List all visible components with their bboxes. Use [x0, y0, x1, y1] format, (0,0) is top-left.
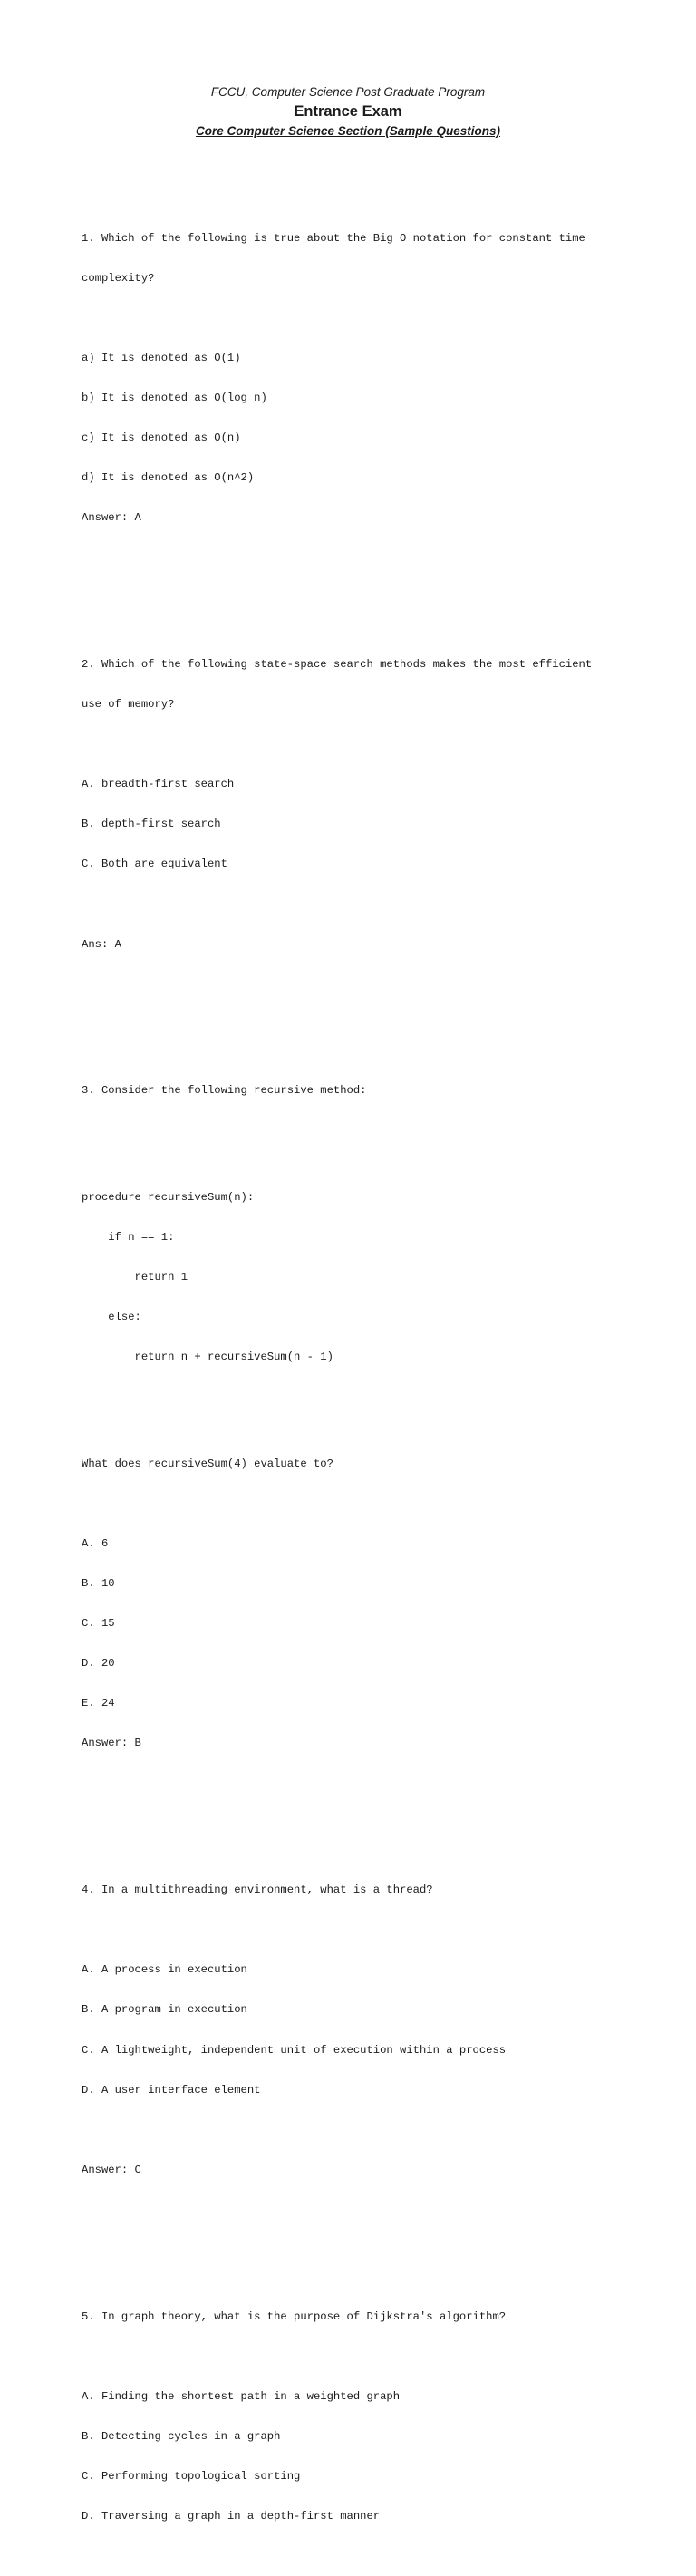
- question-4: [82, 1857, 643, 2203]
- answer-option: A. Finding the shortest path in a weighted graph: [82, 2389, 401, 2403]
- question-list: [82, 165, 643, 2576]
- question-stem: 2. Which of the following state-space search methods makes the most efficient: [82, 657, 593, 671]
- code-line: procedure recursiveSum(n):: [82, 1190, 255, 1204]
- section-title: Core Computer Science Section (Sample Questions): [195, 124, 501, 138]
- answer-option: C. Both are equivalent: [82, 857, 227, 871]
- answer-option: d) It is denoted as O(n^2): [82, 471, 255, 485]
- question-stem: 5. In graph theory, what is the purpose of Dijkstra's algorithm?: [82, 2310, 507, 2323]
- answer-option: B. 10: [82, 1577, 115, 1591]
- answer-option: a) It is denoted as O(1): [82, 351, 241, 364]
- code-line: return 1: [82, 1271, 188, 1284]
- answer-option: D. 20: [82, 1657, 115, 1671]
- question-stem: 3. Consider the following recursive method:: [82, 1084, 367, 1098]
- page-title: Entrance Exam: [294, 103, 402, 120]
- answer-option: B. depth-first search: [82, 818, 221, 831]
- answer-option: A. 6: [82, 1536, 109, 1550]
- code-line: else:: [82, 1311, 141, 1324]
- program-name: FCCU, Computer Science Post Graduate Program: [210, 85, 486, 99]
- question-prompt: What does recursiveSum(4) evaluate to?: [82, 1457, 334, 1470]
- question-1: [82, 205, 643, 551]
- question-stem: 1. Which of the following is true about the Big O notation for constant time: [82, 231, 585, 245]
- question-stem: use of memory?: [82, 697, 175, 711]
- code-block: [82, 1164, 643, 1390]
- answer-option: b) It is denoted as O(log n): [82, 391, 267, 404]
- answer-option: B. A program in execution: [82, 2003, 247, 2017]
- answer-option: A. A process in execution: [82, 1963, 247, 1977]
- answer-option: C. 15: [82, 1617, 115, 1631]
- answer-option: A. breadth-first search: [82, 778, 235, 791]
- question-stem: 4. In a multithreading environment, what is a thread?: [82, 1884, 433, 1897]
- answer-option: C. Performing topological sorting: [82, 2469, 301, 2483]
- question-3: [82, 1058, 643, 1777]
- answer-key: Answer: C: [82, 2163, 141, 2176]
- answer-key: Answer: B: [82, 1737, 141, 1750]
- answer-key: Answer: A: [82, 511, 141, 525]
- code-line: if n == 1:: [82, 1230, 175, 1244]
- question-5: [82, 2283, 643, 2550]
- question-stem: complexity?: [82, 271, 155, 285]
- answer-option: C. A lightweight, independent unit of execution within a process: [82, 2043, 507, 2057]
- answer-option: E. 24: [82, 1697, 115, 1710]
- answer-option: c) It is denoted as O(n): [82, 431, 241, 444]
- answer-option: B. Detecting cycles in a graph: [82, 2429, 281, 2443]
- code-line: return n + recursiveSum(n - 1): [82, 1351, 334, 1364]
- answer-key: Ans: A: [82, 937, 121, 951]
- answer-option: D. Traversing a graph in a depth-first manner: [82, 2509, 381, 2523]
- question-2: [82, 631, 643, 977]
- answer-option: D. A user interface element: [82, 2083, 261, 2097]
